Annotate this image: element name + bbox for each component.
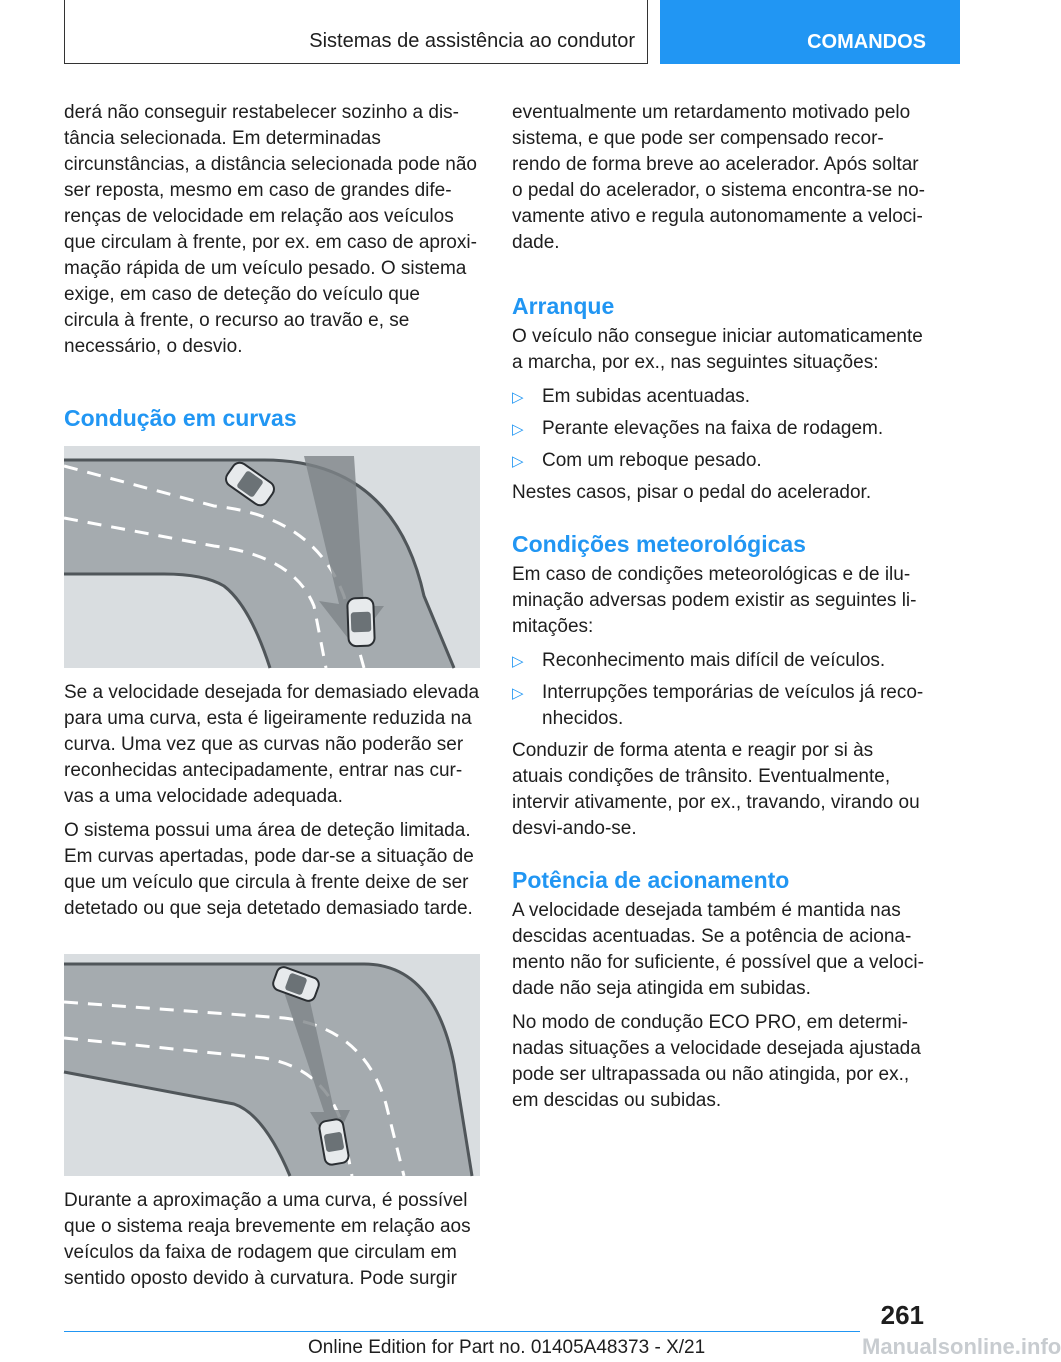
list-item: ▷ Perante elevações na faixa de rodagem. <box>512 416 928 442</box>
footer-edition: Online Edition for Part no. 01405A48373 - X/21 <box>308 1337 706 1358</box>
heading-potencia-acionamento: Potência de acionamento <box>512 867 790 893</box>
list-item: ▷ Reconhecimento mais difícil de veículos. <box>512 648 928 674</box>
header-section-tab <box>64 0 648 64</box>
paragraph: eventualmente um retardamento motivado pelo sistema, e que pode ser compensado recor-rendo de forma breve ao acelerador. Após soltar o pedal do acelerador, o sistema encontra-se no-vamente ativo e regula autonomamente a veloci-dade. <box>512 102 925 253</box>
paragraph: Conduzir de forma atenta e reagir por si às atuais condições de trânsito. Eventualmente, intervir ativamente, por ex., travando, virando ou desvi-ando-se. <box>512 740 920 839</box>
heading-arranque: Arranque <box>512 293 615 319</box>
header-chapter-title: COMANDOS <box>807 31 926 53</box>
triangle-bullet-icon: ▷ <box>512 421 524 438</box>
list-item: ▷ Com um reboque pesado. <box>512 448 928 474</box>
header-chapter-tab <box>660 0 960 64</box>
triangle-bullet-icon: ▷ <box>512 453 524 470</box>
triangle-bullet-icon: ▷ <box>512 389 524 406</box>
paragraph: Durante a aproximação a uma curva, é possível que o sistema reaja brevemente em relação aos veículos da faixa de rodagem que circulam em sentido oposto devido à curvatura. Pode surgir <box>64 1190 471 1289</box>
watermark: Manualsonline.info <box>862 1334 1061 1359</box>
curve-figure-2 <box>64 954 480 1176</box>
list-item: ▷ Interrupções temporárias de veículos já reco-nhecidos. <box>512 682 924 729</box>
bullet-list-meteo <box>512 648 928 732</box>
paragraph: No modo de condução ECO PRO, em determi-nadas situações a velocidade desejada ajustada pode ser ultrapassada ou não atingida, por ex., em descidas ou subidas. <box>512 1012 921 1111</box>
triangle-bullet-icon: ▷ <box>512 653 524 670</box>
heading-condicoes-meteorologicas: Condições meteorológicas <box>512 531 806 557</box>
paragraph: O sistema possui uma área de deteção limitada. Em curvas apertadas, pode dar-se a situação de que um veículo que circula à frente deixe de ser detetado ou que seja detetado demasiado tarde. <box>64 820 474 919</box>
bullet-list-arranque <box>512 384 928 474</box>
paragraph: O veículo não consegue iniciar automaticamente a marcha, por ex., nas seguintes situações: <box>512 326 923 373</box>
curve-figure-1 <box>64 446 480 668</box>
paragraph: Em caso de condições meteorológicas e de ilu-minação adversas podem existir as seguintes li-mitações: <box>512 564 917 637</box>
triangle-bullet-icon: ▷ <box>512 685 524 702</box>
page-number: 261 <box>880 1300 924 1330</box>
paragraph: derá não conseguir restabelecer sozinho a dis-tância selecionada. Em determinadas circunstâncias, a distância selecionada pode não ser reposta, mesmo em caso de grandes dife-renças de velocidade em relação aos veículos que circulam à frente, por ex. em caso de aproxi-mação rápida de um veículo pesado. O sistema exige, em caso de deteção do veículo que circula à frente, o recurso ao travão e, se necessário, o desvio. <box>64 102 477 357</box>
paragraph: Nestes casos, pisar o pedal do acelerador. <box>512 482 872 503</box>
car-icon <box>347 598 375 647</box>
paragraph: Se a velocidade desejada for demasiado elevada para uma curva, esta é ligeiramente reduzida na curva. Uma vez que as curvas não poderão ser reconhecidas antecipadamente, entrar nas cur-vas a uma velocidade adequada. <box>64 682 480 807</box>
footer-divider <box>64 1331 860 1332</box>
header-section-title: Sistemas de assistência ao condutor <box>309 30 635 52</box>
right-column <box>512 100 928 1122</box>
list-item: ▷ Em subidas acentuadas. <box>512 384 928 410</box>
paragraph: A velocidade desejada também é mantida nas descidas acentuadas. Se a potência de aciona-mento não for suficiente, é possível que a veloci-dade não seja atingida em subidas. <box>512 900 924 999</box>
heading-conducao-curvas: Condução em curvas <box>64 405 297 431</box>
left-column <box>64 100 480 1300</box>
